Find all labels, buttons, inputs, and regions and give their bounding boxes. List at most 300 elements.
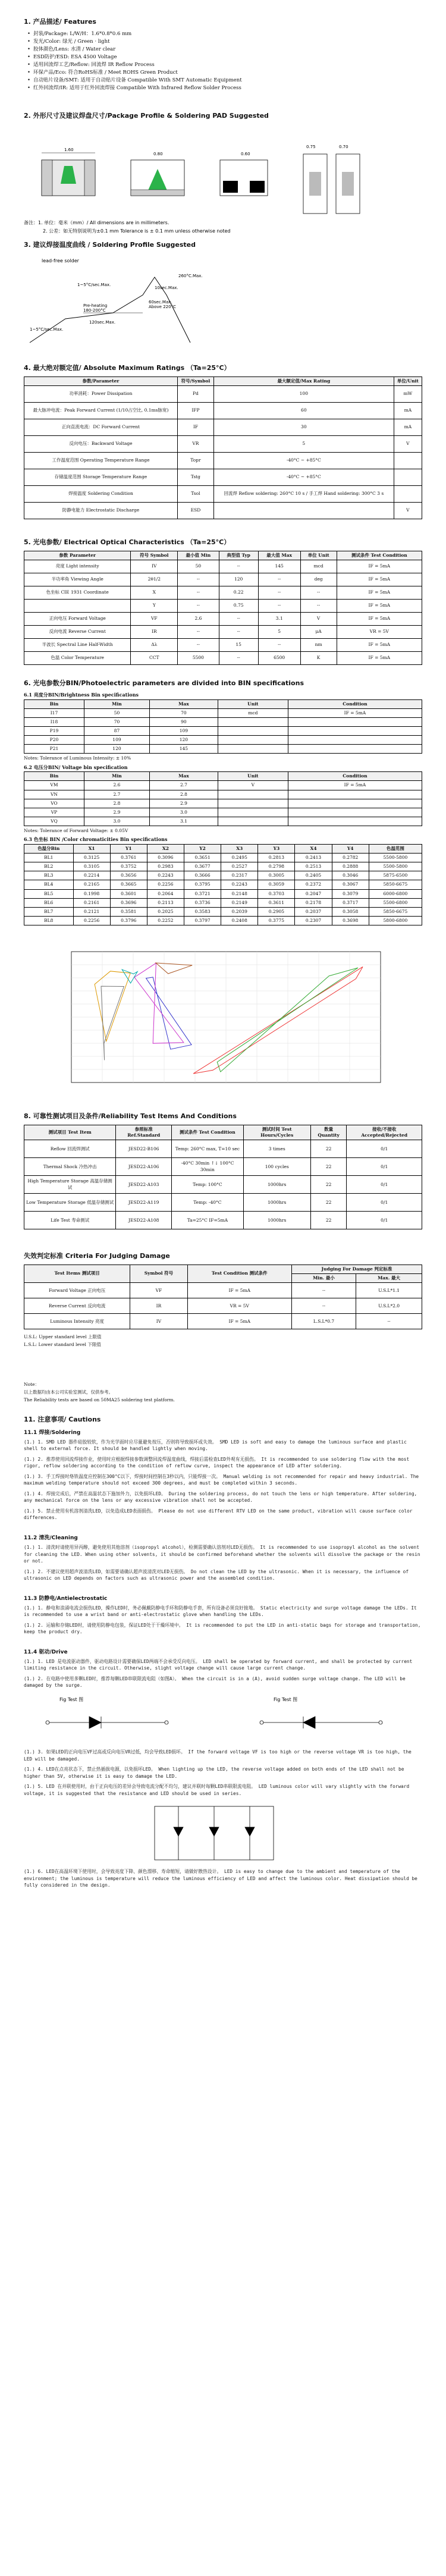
table-cell: VR = 5V — [337, 625, 422, 638]
preheat-time-label: 120sec.Max. — [89, 319, 116, 325]
table-cell: deg — [300, 573, 337, 586]
table-cell: 0.2413 — [295, 854, 332, 862]
table-cell: 2.9 — [149, 799, 218, 808]
table-cell: 5850-6675 — [369, 880, 422, 889]
col-header: Bin — [24, 699, 84, 708]
table-cell — [213, 502, 394, 519]
table-row — [24, 1140, 422, 1158]
col-header: 测试项目 Test Item — [24, 1125, 116, 1140]
table-cell: 1000hrs — [243, 1194, 310, 1212]
col-header: 单位/Unit — [394, 376, 422, 385]
features-title: 1. 产品描述/ Features — [24, 18, 96, 26]
table-cell: V — [394, 435, 422, 452]
col-header: 测试时间 Test Hours/Cycles — [243, 1125, 310, 1140]
table-cell: IF = 5mA — [337, 651, 422, 664]
table-cell: 30 — [213, 419, 394, 435]
curve-label: lead-free solder — [42, 258, 79, 263]
table-cell: 反向电压：Backward Voltage — [24, 435, 178, 452]
table-cell: 2.8 — [149, 790, 218, 799]
table-cell: IF = 5mA — [288, 781, 422, 790]
table-cell: JESD22-B106 — [116, 1140, 172, 1158]
table-cell: 0.3677 — [184, 862, 221, 871]
caution-paragraph: (1.) 4. 焊接完成后，严禁在高温状态下施加外力，以免损坏LED。 During the soldering process, do not touch the lens or high temperature. After soldering, any mechanical force on the lens or any excessive vibration shall not be accepted. — [24, 1491, 417, 1504]
criteria-note-1: U.S.L: Upper standard level 上限值 — [24, 1334, 102, 1340]
table-cell: 0.2513 — [295, 862, 332, 871]
table-cell: Thermal Shock 冷热冲击 — [24, 1158, 116, 1176]
table-cell: VR — [177, 435, 213, 452]
table-row — [24, 916, 422, 925]
cie-chart-section — [24, 946, 422, 1097]
table-cell: 0.2317 — [221, 871, 258, 880]
col-header: 参照标准 Ref.Standard — [116, 1125, 172, 1140]
table-cell: BL4 — [24, 880, 74, 889]
table-cell — [218, 808, 288, 817]
table-cell: IF = 5mA — [337, 573, 422, 586]
table-cell: VN — [24, 790, 84, 799]
table-cell: 0.2243 — [147, 871, 184, 880]
table-cell: BL3 — [24, 871, 74, 880]
table-cell: 0.2025 — [147, 907, 184, 916]
table-row — [24, 781, 422, 790]
table-cell: 0.75 — [219, 599, 258, 612]
bin-iv-note: Notes: Tolerance of Luminous Intensity: ± 10% — [24, 755, 131, 761]
table-cell: -- — [178, 573, 219, 586]
table-cell: μA — [300, 625, 337, 638]
cie-chart — [24, 946, 422, 1094]
table-cell: 5800-6800 — [369, 916, 422, 925]
table-cell: IF = 5mA — [337, 560, 422, 573]
table-row — [24, 435, 422, 452]
preheat-range-label: 180-200°C — [83, 308, 106, 313]
table-cell: IF = 5mA — [187, 1283, 291, 1298]
col-header: 测试条件 Test Condition — [337, 551, 422, 560]
feature-item: • ESD防护/ESD: ESA 4500 Voltage — [24, 54, 422, 61]
abs-max-table — [24, 376, 422, 519]
table-row — [24, 402, 422, 419]
table-cell: 回流焊 Reflow soldering: 260°C 10 s / 手工焊 Hand soldering: 300°C 3 s — [213, 485, 394, 502]
table-cell: P20 — [24, 736, 84, 745]
caution-paragraph: (1.) 3. 如果LED的正向电压VF过高或反向电压VR过低，均会导致LED损坏。 If the forward voltage VF is too high or the reverse voltage VR is too high, the LED will be damaged. — [24, 1749, 412, 1762]
table-cell: Y — [131, 599, 178, 612]
table-cell: 0.2178 — [295, 898, 332, 907]
table-cell: 0.3698 — [332, 916, 369, 925]
col-header: Judging For Damage 判定标准 — [291, 1265, 422, 1273]
table-cell: 0.2121 — [73, 907, 110, 916]
table-row — [24, 625, 422, 638]
table-cell: -- — [300, 599, 337, 612]
table-cell: 90 — [149, 717, 218, 726]
table-cell: 22 — [310, 1140, 347, 1158]
table-cell: 0.3721 — [184, 889, 221, 898]
table-cell: 6000-6800 — [369, 889, 422, 898]
eo-section — [24, 538, 422, 665]
col-header: 最大额定值/Max Rating — [213, 376, 394, 385]
eo-title: 5. 光电参数/ Electrical Optical Characteristics （Ta=25°C） — [24, 538, 231, 546]
table-row — [24, 1212, 422, 1229]
package-section — [24, 112, 422, 246]
table-row — [24, 469, 422, 485]
table-cell: IF = 5mA — [187, 1314, 291, 1329]
table-row — [24, 1314, 422, 1329]
col-header: Unit — [218, 699, 288, 708]
table-cell: 0.3046 — [332, 871, 369, 880]
table-cell: 0.2983 — [147, 862, 184, 871]
table-cell — [394, 452, 422, 469]
table-cell: 0.3651 — [184, 854, 221, 862]
table-cell: 0.2256 — [147, 880, 184, 889]
table-cell: Temp: 100°C — [172, 1176, 243, 1194]
table-cell: 2.8 — [84, 799, 149, 808]
table-cell: IF = 5mA — [337, 599, 422, 612]
table-cell: VQ — [24, 817, 84, 826]
table-row — [24, 717, 422, 726]
col-header: Min — [84, 699, 149, 708]
col-header: 最小值 Min — [178, 551, 219, 560]
feature-item: • 适用回流焊工艺/Reflow: 回流焊 IR Reflow Process — [24, 61, 422, 69]
table-cell: 2.7 — [84, 790, 149, 799]
table-cell: 色坐标 CIE 1931 Coordinate — [24, 586, 131, 599]
table-cell: 1000hrs — [243, 1176, 310, 1194]
table-row — [24, 651, 422, 664]
cautions-section — [24, 1416, 422, 1893]
table-cell: 0.2113 — [147, 898, 184, 907]
criteria-note-2: L.S.L: Lower standard level 下限值 — [24, 1342, 101, 1348]
col-header: 单位 Unit — [300, 551, 337, 560]
table-cell: 0.1998 — [73, 889, 110, 898]
col-header: Test Items 测试项目 — [24, 1265, 130, 1282]
caution-paragraph: (1.) 2. 运输和存储LED时，请使用防静电包装，保证LED处于干燥环境中。 It is recommended to put the LED in anti-static bags for storage and transportation, keep the product dry. — [24, 1622, 421, 1635]
table-cell: Life Test 寿命测试 — [24, 1212, 116, 1229]
table-row — [24, 599, 422, 612]
table-row — [24, 1298, 422, 1314]
col-header: Max — [149, 699, 218, 708]
table-cell: 正向直流电流：DC Forward Current — [24, 419, 178, 435]
table-cell: -- — [178, 599, 219, 612]
reliability-table — [24, 1125, 422, 1229]
cleaning-heading: 11.2 清洗/Cleaning — [24, 1535, 78, 1541]
ramp-up-label: 1~5°C/sec.Max. — [77, 282, 111, 287]
antistatic-heading: 11.3 防静电/Antielectrostatic — [24, 1595, 108, 1602]
table-cell: 0.3059 — [258, 880, 295, 889]
table-cell: 6500 — [258, 651, 300, 664]
table-cell: 0.3656 — [110, 871, 147, 880]
table-row — [24, 1176, 422, 1194]
dim-pad: 0.75 — [306, 144, 316, 149]
circuit-b — [260, 1717, 382, 1728]
table-cell: 色温 Color Temperature — [24, 651, 131, 664]
table-cell: 2.6 — [178, 612, 219, 625]
col-header: 典型值 Typ — [219, 551, 258, 560]
table-cell: -- — [178, 586, 219, 599]
table-cell: VO — [24, 799, 84, 808]
table-cell: 0.3752 — [110, 862, 147, 871]
table-cell: 0.2495 — [221, 854, 258, 862]
table-row — [24, 745, 422, 754]
remark-line: The Reliability tests are based on 50MA25 soldering test platform. — [24, 1397, 175, 1403]
table-row — [24, 871, 422, 880]
peak-label: 260°C.Max. — [178, 273, 203, 278]
table-cell: 22 — [310, 1176, 347, 1194]
table-row — [24, 502, 422, 519]
peak-time-label: 10sec.Max. — [155, 285, 178, 290]
table-cell: 0.2905 — [258, 907, 295, 916]
table-cell: mA — [394, 402, 422, 419]
feature-item: • 红外回流焊/IR: 适用于红外回流焊接 Compatible With Infrared Reflow Solder Process — [24, 84, 422, 92]
drive-circuit-diagram — [24, 1693, 422, 1746]
table-cell: IF = 5mA — [337, 638, 422, 651]
table-row — [24, 817, 422, 826]
table-cell: mW — [394, 385, 422, 402]
table-cell: 0.3761 — [110, 854, 147, 862]
table-cell: 0.3601 — [110, 889, 147, 898]
table-cell: JESD22-A119 — [116, 1194, 172, 1212]
caution-paragraph: (1.) 2. 推荐使用回流焊接作业，使用时应根据焊接参数调整回流焊温度曲线，焊接后需检查LED外观有无损伤。 It is recommended to use soldering flow with the most rigor, reflow soldering according to the condition of reflow curve, inspect the appearance of LED after soldering. — [24, 1456, 410, 1469]
table-row — [24, 907, 422, 916]
table-cell: -- — [178, 638, 219, 651]
table-cell — [288, 717, 422, 726]
table-cell: 0.2039 — [221, 907, 258, 916]
table-cell: IF = 5mA — [337, 586, 422, 599]
table-cell: -- — [219, 612, 258, 625]
table-cell: 亮度 Light intensity — [24, 560, 131, 573]
table-row — [24, 727, 422, 736]
table-cell: 0.3666 — [184, 871, 221, 880]
table-cell: 22 — [310, 1158, 347, 1176]
table-cell: IF = 5mA — [337, 612, 422, 625]
criteria-section — [24, 1252, 422, 1348]
table-cell: 120 — [149, 736, 218, 745]
table-cell: -- — [219, 651, 258, 664]
criteria-table — [24, 1265, 422, 1329]
package-drawing — [24, 124, 422, 243]
table-cell: 功率消耗：Power Dissipation — [24, 385, 178, 402]
table-cell: BL2 — [24, 862, 74, 871]
table-cell: 87 — [84, 727, 149, 736]
table-cell: IF = 5mA — [288, 708, 422, 717]
table-cell: 120 — [84, 745, 149, 754]
bin-vf-note: Notes: Tolerance of Forward Voltage: ± 0.05V — [24, 828, 128, 834]
table-cell: 5500 — [178, 651, 219, 664]
table-cell: 0.2527 — [221, 862, 258, 871]
col-header: 最大值 Max — [258, 551, 300, 560]
table-cell: Ta=25°C IF=5mA — [172, 1212, 243, 1229]
table-cell: 0.3796 — [110, 916, 147, 925]
col-header: 色温分Bin — [24, 844, 74, 853]
table-row — [24, 1158, 422, 1176]
col-header: X4 — [295, 844, 332, 853]
table-cell: L.S.L*0.7 — [291, 1314, 356, 1329]
table-cell: 3.1 — [149, 817, 218, 826]
table-cell: ESD — [177, 502, 213, 519]
table-cell: 0.3696 — [110, 898, 147, 907]
col-header: 接收/不接收 Accepted/Rejected — [347, 1125, 422, 1140]
table-cell: 3.0 — [149, 808, 218, 817]
table-cell: Temp: -40°C — [172, 1194, 243, 1212]
bin-xy-table — [24, 844, 422, 925]
table-cell: 0.2307 — [295, 916, 332, 925]
table-row — [24, 808, 422, 817]
table-row — [24, 638, 422, 651]
table-row — [24, 452, 422, 469]
table-row — [24, 385, 422, 402]
caution-paragraph: (1.) 1. 静电和浪涌电流会损伤LED，操作LED时，务必佩戴防静电手环和防静电手套，所有设备必须良好接地。 Static electricity and surge voltage damage the LEDs. It is recommended to use a wrist band or anti-electrostatic glove when handling the LEDs. — [24, 1605, 417, 1618]
circuit-a-label: Fig Test 图 — [59, 1696, 84, 1702]
table-cell: 0.2888 — [332, 862, 369, 871]
table-cell: VF — [131, 612, 178, 625]
table-cell: 0.2256 — [73, 916, 110, 925]
table-cell: 5 — [258, 625, 300, 638]
table-cell: -40°C 30min ↑↓ 100°C 30min — [172, 1158, 243, 1176]
feature-item: • 发光/Color: 绿光 / Green · light — [24, 38, 422, 46]
table-cell: 0.3581 — [110, 907, 147, 916]
col-header: X2 — [147, 844, 184, 853]
top-view — [42, 148, 95, 196]
col-header: 测试条件 Test Condition — [172, 1125, 243, 1140]
feature-item: • 胶体颜色/Lens: 水清 / Water clear — [24, 46, 422, 54]
table-cell: 145 — [149, 745, 218, 754]
caution-paragraph: (1.) 2. 在电路中使用多颗LED时，推荐每颗LED串联限流电阻（如图A）。 When the circuit is in a (A), avoid sudden surge voltage change. The LED will be damaged by the surge. — [24, 1676, 406, 1689]
solder-title: 3. 建议焊接温度曲线 / Soldering Profile Suggested — [24, 241, 196, 249]
table-cell: P21 — [24, 745, 84, 754]
reliability-title: 8. 可靠性测试项目及条件/Reliability Test Items And Conditions — [24, 1112, 237, 1120]
table-cell: Tstg — [177, 469, 213, 485]
table-cell: Tsol — [177, 485, 213, 502]
col-header: Y4 — [332, 844, 369, 853]
drive-heading: 11.4 驱动/Drive — [24, 1649, 68, 1655]
table-cell: 5875-6500 — [369, 871, 422, 880]
bin-iv-label: 6.1 亮度分BIN/Brightness Bin specifications — [24, 691, 139, 698]
table-cell: 100 — [213, 385, 394, 402]
above-time-label: 60sec.Max. — [149, 299, 172, 305]
table-row — [24, 573, 422, 586]
table-cell — [288, 808, 422, 817]
table-cell: 0.2798 — [258, 862, 295, 871]
bin-xy-label: 6.3 色坐标 BIN /Color chromaticities Bin specifications — [24, 836, 168, 843]
dim-length: 1.60 — [64, 147, 74, 152]
table-cell: nm — [300, 638, 337, 651]
table-row — [24, 1283, 422, 1298]
table-cell: 22 — [310, 1212, 347, 1229]
table-cell: mA — [394, 419, 422, 435]
table-cell: -- — [356, 1314, 422, 1329]
table-cell: 2θ1/2 — [131, 573, 178, 586]
caution-paragraph: (1.) 3. 手工焊接时烙铁温度应控制在300°C以下，焊接时间控制在3秒以内，只能焊接一次。 Manual welding is not recommended for repair and heavy industrial. The maximum welding temperature should not exceed 300 degrees, and must be completed within 3 seconds. — [24, 1473, 419, 1486]
table-cell: IF — [177, 419, 213, 435]
caution-paragraph: (1.) 1. LED 是电流驱动器件，驱动电路设计需要确保LED两端不会承受反向电压。 LED shall be operated by forward current, and shall be protected by current limiting resistance in the circuit. Otherwise, slight voltage change will cause large current change. — [24, 1658, 413, 1671]
table-cell: U.S.L*1.1 — [356, 1283, 422, 1298]
table-cell: -- — [258, 586, 300, 599]
table-cell: 0.2243 — [221, 880, 258, 889]
dim-pad2: 0.70 — [339, 144, 348, 149]
table-row — [24, 854, 422, 862]
table-cell: V — [300, 612, 337, 625]
table-cell — [218, 736, 288, 745]
preheat-label: Pre-heating — [83, 303, 108, 308]
table-cell: IFP — [177, 402, 213, 419]
table-cell: 0.2161 — [73, 898, 110, 907]
table-cell: -- — [258, 573, 300, 586]
table-cell: 0.3665 — [110, 880, 147, 889]
circuit-a — [46, 1717, 168, 1728]
table-cell: BL5 — [24, 889, 74, 898]
col-header: Test Condition 测试条件 — [187, 1265, 291, 1282]
table-cell: 0.2372 — [295, 880, 332, 889]
table-row — [24, 736, 422, 745]
table-cell: 22 — [310, 1194, 347, 1212]
bin-section — [24, 679, 422, 925]
parallel-circuit-diagram — [24, 1800, 422, 1866]
table-cell: 0.22 — [219, 586, 258, 599]
table-cell: IR — [131, 625, 178, 638]
col-header: 色温范围 — [369, 844, 422, 853]
remark-line: Note： — [24, 1382, 40, 1387]
table-cell: 2.6 — [84, 781, 149, 790]
col-header: Min — [84, 772, 149, 781]
side-view — [131, 152, 184, 196]
table-cell — [218, 817, 288, 826]
table-cell: 5500-6800 — [369, 898, 422, 907]
table-cell — [288, 727, 422, 736]
reliability-section — [24, 1112, 422, 1229]
table-cell: VR = 5V — [187, 1298, 291, 1314]
table-cell: 0/1 — [347, 1140, 422, 1158]
table-cell: Temp: 260°C max, T=10 sec — [172, 1140, 243, 1158]
table-cell: Low Temperature Storage 低温存储测试 — [24, 1194, 116, 1212]
table-cell: Reflow 回流焊测试 — [24, 1140, 116, 1158]
table-cell: 0/1 — [347, 1158, 422, 1176]
feature-item: • 封装/Package: L/W/H：1.6*0.8*0.6 mm — [24, 30, 422, 38]
col-header: 参数 Parameter — [24, 551, 131, 560]
table-cell: 70 — [84, 717, 149, 726]
table-cell: 半波长 Spectral Line Half-Width — [24, 638, 131, 651]
table-cell: V — [218, 781, 288, 790]
criteria-title: 失效判定标准 Criteria For Judging Damage — [24, 1252, 170, 1260]
package-note-1: 备注：1. 单位：毫米（mm）/ All dimensions are in millimeters. — [24, 219, 169, 225]
table-cell: 0.2214 — [73, 871, 110, 880]
table-row — [24, 485, 422, 502]
table-cell: 0.3795 — [184, 880, 221, 889]
remark-line: 以上数据均由本公司实验室测试，仅供参考。 — [24, 1389, 113, 1395]
col-header: X3 — [221, 844, 258, 853]
col-header: Min. 最小 — [291, 1273, 356, 1282]
table-cell: mcd — [218, 708, 288, 717]
col-header: Y1 — [110, 844, 147, 853]
table-cell: 2.7 — [149, 781, 218, 790]
table-row — [24, 586, 422, 599]
table-cell: IV — [131, 560, 178, 573]
table-cell: 0.3736 — [184, 898, 221, 907]
table-cell: 0.3717 — [332, 898, 369, 907]
table-cell: 109 — [149, 727, 218, 736]
eo-table — [24, 551, 422, 665]
table-cell: 0.3611 — [258, 898, 295, 907]
table-row — [24, 790, 422, 799]
table-cell: IR — [130, 1298, 187, 1314]
caution-paragraph: (1.) 6. LED在高温环境下使用时，会导致亮度下降、颜色漂移、寿命缩短，请做好散热设计。 LED is easy to change due to the ambient and temperature of the environment; the luminous is temperature will reduce the luminous efficiency of LED and affect the luminous color. Heat dissipation should be fully considered in the design. — [24, 1869, 417, 1888]
table-cell: 焊接温度 Soldering Condition — [24, 485, 178, 502]
table-cell: 5 — [213, 435, 394, 452]
table-cell — [288, 790, 422, 799]
table-cell: Forward Voltage 正向电压 — [24, 1283, 130, 1298]
table-cell: -- — [291, 1283, 356, 1298]
remark-section — [24, 1380, 422, 1403]
table-cell: -- — [300, 586, 337, 599]
table-cell — [24, 599, 131, 612]
table-cell: IV — [130, 1314, 187, 1329]
table-cell: 145 — [258, 560, 300, 573]
table-cell: 0.2782 — [332, 854, 369, 862]
col-header: 符号/Symbol — [177, 376, 213, 385]
